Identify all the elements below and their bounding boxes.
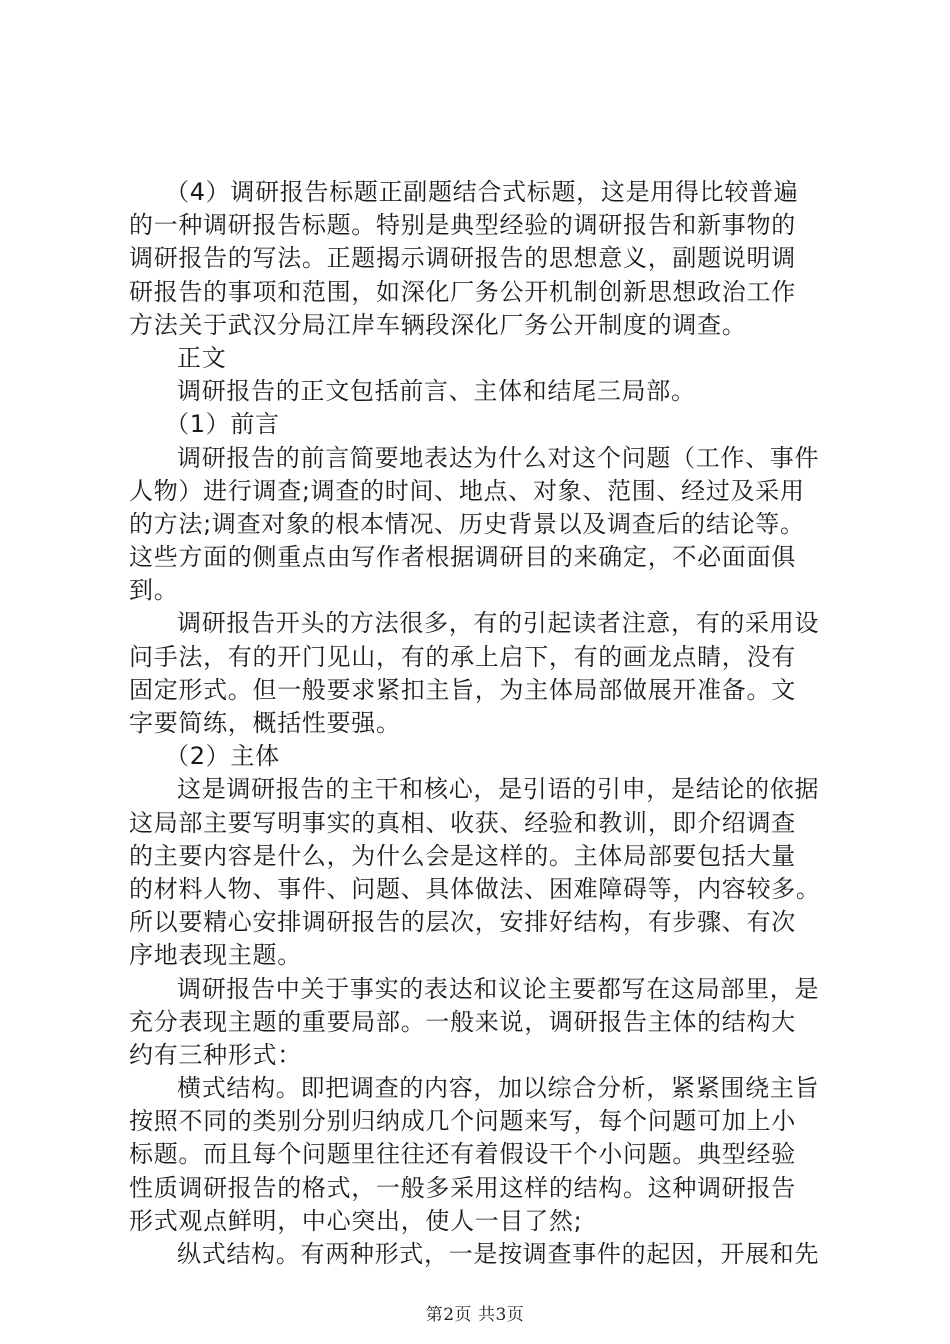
text-line: 的一种调研报告标题。特别是典型经验的调研报告和新事物的 bbox=[129, 211, 796, 240]
text-line: 形式观点鲜明，中心突出，使人一目了然; bbox=[129, 1206, 583, 1235]
text-line: 约有三种形式： bbox=[129, 1040, 302, 1069]
text-line: 调研报告的前言简要地表达为什么对这个问题（工作、事件 bbox=[177, 443, 820, 472]
text-line: 研报告的事项和范围，如深化厂务公开机制创新思想政治工作 bbox=[129, 277, 796, 306]
document-body bbox=[129, 176, 849, 1271]
text-line: 所以要精心安排调研报告的层次，安排好结构，有步骤、有次 bbox=[129, 908, 796, 937]
text-line: 标题。而且每个问题里往往还有着假设干个小问题。典型经验 bbox=[129, 1140, 796, 1169]
text-line: 人物）进行调查;调查的时间、地点、对象、范围、经过及采用 bbox=[129, 476, 805, 505]
text-line: 的主要内容是什么，为什么会是这样的。主体局部要包括大量 bbox=[129, 841, 796, 870]
text-line: 正文 bbox=[177, 343, 227, 372]
text-line: 序地表现主题。 bbox=[129, 941, 302, 970]
text-line: 这局部主要写明事实的真相、收获、经验和教训，即介绍调查 bbox=[129, 808, 796, 837]
text-line: 方法关于武汉分局江岸车辆段深化厂务公开制度的调查。 bbox=[129, 310, 747, 339]
text-line: 调研报告开头的方法很多，有的引起读者注意，有的采用设 bbox=[177, 609, 820, 638]
text-line: 的材料人物、事件、问题、具体做法、困难障碍等，内容较多。 bbox=[129, 874, 821, 903]
text-line: 横式结构。即把调查的内容，加以综合分析，紧紧围绕主旨 bbox=[177, 1074, 820, 1103]
text-line: 调研报告的正文包括前言、主体和结尾三局部。 bbox=[177, 377, 696, 406]
text-line: （2）主体 bbox=[165, 742, 280, 771]
text-line: （1）前言 bbox=[165, 410, 280, 439]
text-line: 问手法，有的开门见山，有的承上启下，有的画龙点睛，没有 bbox=[129, 642, 796, 671]
text-line: 按照不同的类别分别归纳成几个问题来写，每个问题可加上小 bbox=[129, 1107, 796, 1136]
text-line: （4）调研报告标题正副题结合式标题，这是用得比较普遍 bbox=[165, 178, 799, 206]
text-line: 性质调研报告的格式，一般多采用这样的结构。这种调研报告 bbox=[129, 1173, 796, 1202]
text-line: 充分表现主题的重要局部。一般来说，调研报告主体的结构大 bbox=[129, 1007, 796, 1036]
page-footer: 第2页 共3页 bbox=[425, 1305, 525, 1325]
text-line: 调研报告的写法。正题揭示调研报告的思想意义，副题说明调 bbox=[129, 244, 796, 273]
text-line: 调研报告中关于事实的表达和议论主要都写在这局部里，是 bbox=[177, 974, 820, 1003]
text-line: 到。 bbox=[129, 576, 179, 605]
text-line: 的方法;调查对象的根本情况、历史背景以及调查后的结论等。 bbox=[129, 509, 805, 538]
text-line: 字要简练，概括性要强。 bbox=[129, 709, 401, 737]
text-line: 这些方面的侧重点由写作者根据调研目的来确定，不必面面俱 bbox=[129, 543, 796, 572]
text-line: 这是调研报告的主干和核心，是引语的引申，是结论的依据 bbox=[177, 775, 820, 804]
text-line: 纵式结构。有两种形式，一是按调查事件的起因，开展和先 bbox=[177, 1240, 820, 1268]
text-line: 固定形式。但一般要求紧扣主旨，为主体局部做展开准备。文 bbox=[129, 675, 796, 704]
